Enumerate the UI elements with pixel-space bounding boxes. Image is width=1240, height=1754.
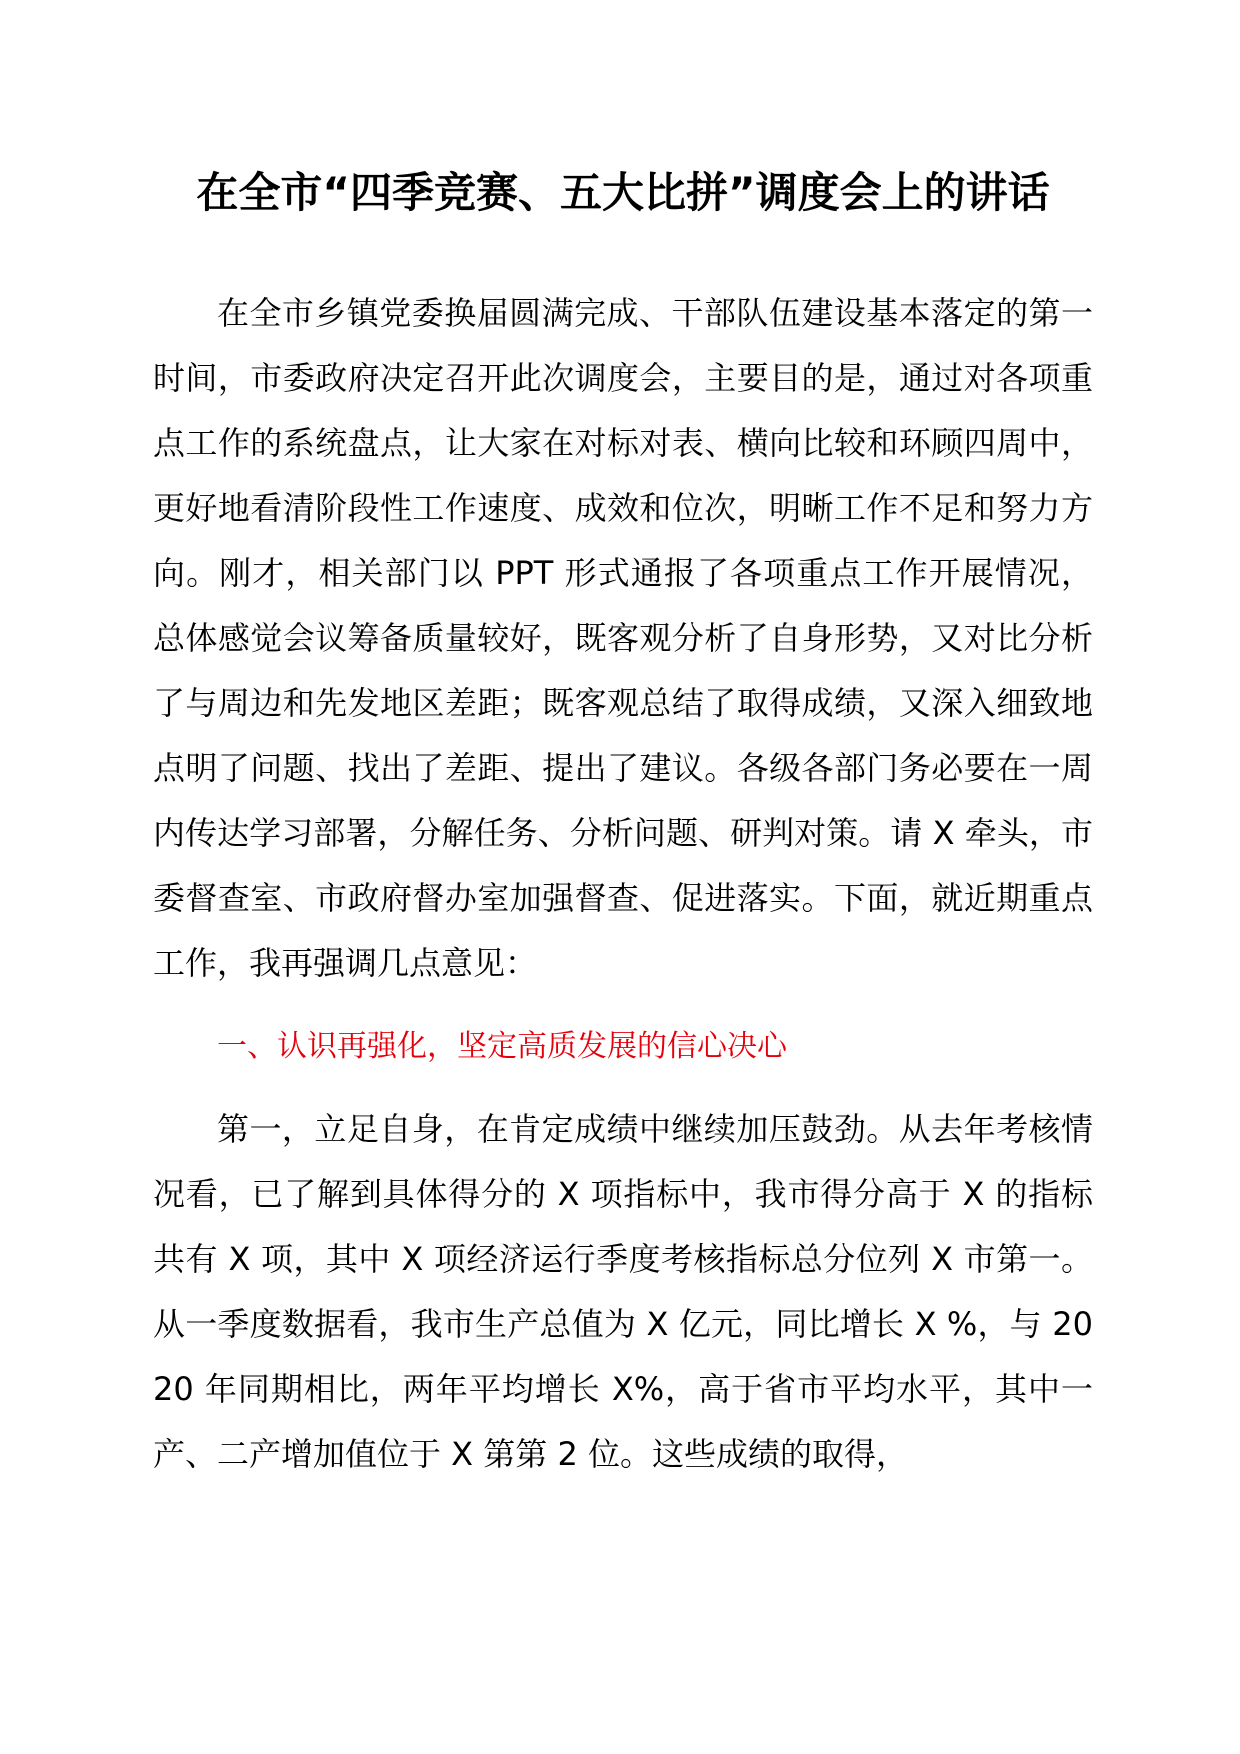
- section-heading: 一、认识再强化，坚定高质发展的信心决心: [217, 1029, 787, 1064]
- section-paragraph: 第一，立足自身，在肯定成绩中继续加压鼓劲。从去年考核情况看，已了解到具体得分的 X 项指标中，我市得分高于 X 的指标共有 X 项，其中 X 项经济运行季度考核指标总分位列 X 市第一。从一季度数据看，我市生产总值为 X 亿元，同比增长 X %，与 2020 年同期相比，两年平均增长 X%，高于省市平均水平，其中一产、二产增加值位于 X 第第 2 位。这些成绩的取得，: [153, 1110, 1093, 1473]
- document-page: [153, 160, 1093, 1487]
- document-title: 在全市“四季竞赛、五大比拼”调度会上的讲话: [196, 168, 1050, 217]
- intro-paragraph: 在全市乡镇党委换届圆满完成、干部队伍建设基本落定的第一时间，市委政府决定召开此次调度会，主要目的是，通过对各项重点工作的系统盘点，让大家在对标对表、横向比较和环顾四周中，更好地看清阶段性工作速度、成效和位次，明晰工作不足和努力方向。刚才，相关部门以 PPT 形式通报了各项重点工作开展情况，总体感觉会议筹备质量较好，既客观分析了自身形势，又对比分析了与周边和先发地区差距；既客观总结了取得成绩，又深入细致地点明了问题、找出了差距、提出了建议。各级各部门务必要在一周内传达学习部署，分解任务、分析问题、研判对策。请 X 牵头，市委督查室、市政府督办室加强督查、促进落实。下面，就近期重点工作，我再强调几点意见：: [153, 294, 1093, 982]
- title-spacer: [153, 225, 1093, 281]
